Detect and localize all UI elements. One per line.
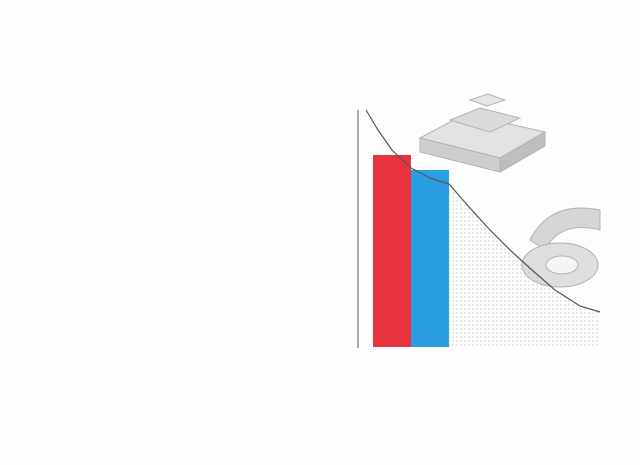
desbrose-band — [373, 155, 411, 347]
filter-plates-photo — [420, 94, 545, 172]
clarificacion-band — [411, 170, 449, 347]
flow-chart — [300, 80, 610, 400]
